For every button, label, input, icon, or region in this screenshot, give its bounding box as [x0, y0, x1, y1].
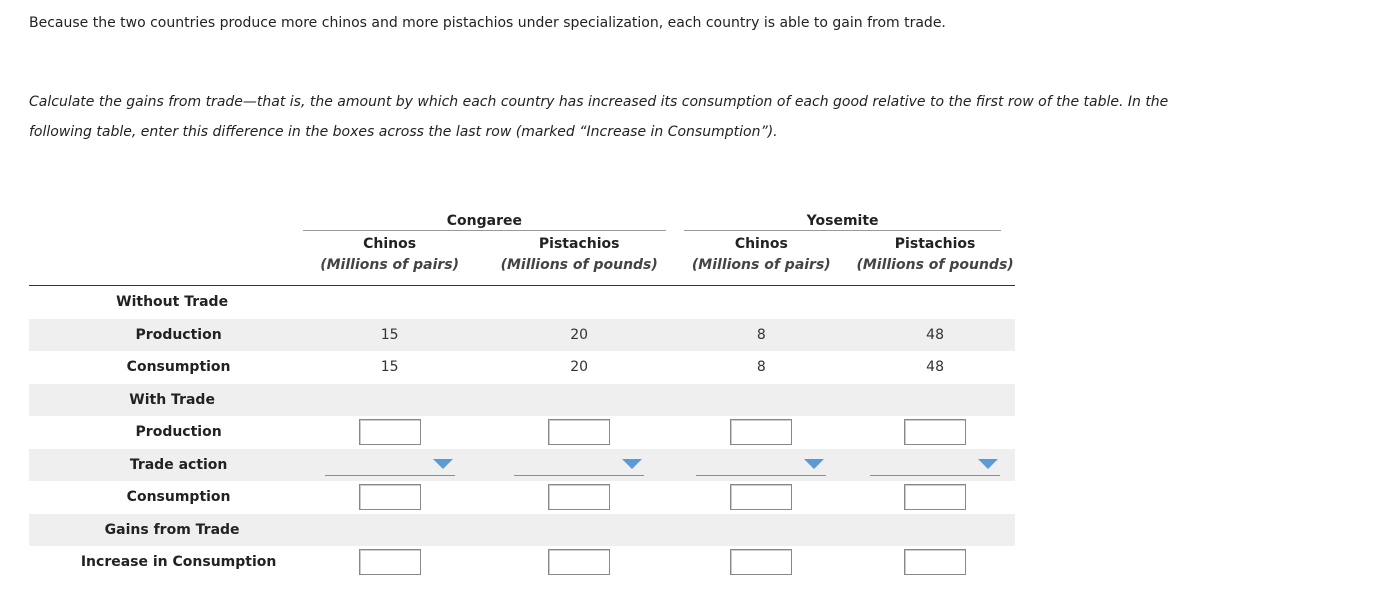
country-header-yosemite: Yosemite [684, 204, 1015, 231]
table-row-without-trade-production [29, 319, 1015, 352]
section-without-trade [29, 286, 1015, 319]
yosemite-pistachios-consumption-input[interactable] [904, 484, 966, 510]
value-cell: 8 [684, 319, 838, 352]
table-row-with-trade-production [29, 416, 1015, 449]
congaree-pistachios-trade-action-dropdown[interactable] [514, 453, 644, 476]
value-cell: 15 [303, 319, 476, 352]
row-label-increase-in-consumption: Increase in Consumption [80, 554, 277, 571]
value-cell: 48 [855, 319, 1015, 352]
congaree-chinos-increase-input[interactable] [359, 549, 421, 575]
section-label-with-trade: With Trade [29, 384, 303, 417]
congaree-chinos-production-input[interactable] [359, 419, 421, 445]
value-cell: 20 [570, 359, 589, 376]
good-header-yosemite-chinos: Chinos [734, 236, 788, 252]
instructions-text: Calculate the gains from trade—that is, the amount by which each country has increased its consumption of each good relative to the first row of the table. In the following table, enter this difference in the boxes across the last row (marked “Increase in Consumption”). [29, 94, 1169, 140]
good-header-congaree-chinos: Chinos [363, 236, 417, 252]
congaree-chinos-trade-action-dropdown[interactable] [325, 453, 455, 476]
intro-text: Because the two countries produce more chinos and more pistachios under specialization, each country is able to gain from trade. [29, 15, 946, 31]
congaree-pistachios-production-input[interactable] [548, 419, 610, 445]
table-row-trade-action [29, 449, 1015, 482]
unit-header-congaree-pistachios: (Millions of pounds) [500, 257, 658, 273]
yosemite-chinos-production-input[interactable] [730, 419, 792, 445]
section-label-without-trade: Without Trade [116, 294, 229, 311]
gains-from-trade-table [29, 204, 1015, 579]
value-cell: 15 [380, 359, 399, 376]
value-cell: 48 [926, 359, 944, 376]
congaree-pistachios-consumption-input[interactable] [548, 484, 610, 510]
triangle-down-icon [804, 459, 824, 469]
row-label-production: Production [135, 424, 222, 441]
table-row-increase-in-consumption [29, 546, 1015, 579]
table-row-without-trade-consumption [29, 351, 1015, 384]
unit-header-yosemite-pistachios: (Millions of pounds) [856, 257, 1014, 273]
unit-header-yosemite-chinos: (Millions of pairs) [691, 257, 831, 273]
section-label-gains-from-trade: Gains from Trade [29, 514, 303, 547]
yosemite-pistachios-trade-action-dropdown[interactable] [870, 453, 1000, 476]
row-label-consumption: Consumption [126, 359, 231, 376]
row-label-consumption: Consumption [126, 489, 231, 506]
row-label-trade-action: Trade action [29, 449, 303, 482]
triangle-down-icon [978, 459, 998, 469]
yosemite-pistachios-production-input[interactable] [904, 419, 966, 445]
yosemite-chinos-trade-action-dropdown[interactable] [696, 453, 826, 476]
yosemite-pistachios-increase-input[interactable] [904, 549, 966, 575]
row-label-production: Production [29, 319, 303, 352]
good-header-yosemite-pistachios: Pistachios [894, 236, 976, 252]
section-gains-from-trade [29, 514, 1015, 547]
unit-header-congaree-chinos: (Millions of pairs) [320, 257, 460, 273]
country-header-congaree: Congaree [303, 204, 665, 231]
yosemite-chinos-increase-input[interactable] [730, 549, 792, 575]
value-cell: 8 [756, 359, 766, 376]
yosemite-chinos-consumption-input[interactable] [730, 484, 792, 510]
triangle-down-icon [433, 459, 453, 469]
value-cell: 20 [493, 319, 666, 352]
triangle-down-icon [622, 459, 642, 469]
table-row-with-trade-consumption [29, 481, 1015, 514]
good-header-congaree-pistachios: Pistachios [538, 236, 620, 252]
congaree-chinos-consumption-input[interactable] [359, 484, 421, 510]
section-with-trade [29, 384, 1015, 417]
congaree-pistachios-increase-input[interactable] [548, 549, 610, 575]
